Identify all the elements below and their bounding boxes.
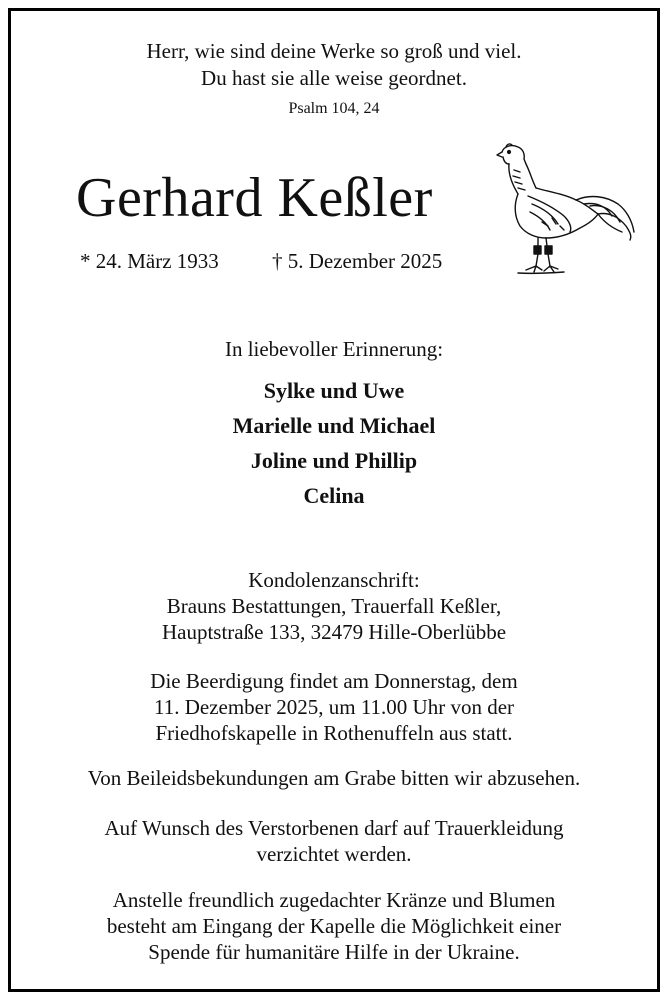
deceased-name: Gerhard Keßler bbox=[76, 167, 433, 229]
verse-line-2: Du hast sie alle weise geordnet. bbox=[201, 66, 467, 90]
verse-line-1: Herr, wie sind deine Werke so groß und viel. bbox=[146, 39, 522, 63]
attire-note bbox=[0, 815, 668, 867]
donation-line-3: Spende für humanitäre Hilfe in der Ukraine. bbox=[148, 940, 520, 964]
condolence-title: Kondolenzanschrift: bbox=[248, 568, 420, 592]
family-member: Marielle und Michael bbox=[232, 413, 436, 438]
memorial-label: In liebevoller Erinnerung: bbox=[224, 337, 444, 361]
family-member: Celina bbox=[303, 483, 365, 508]
donation-note bbox=[0, 887, 668, 965]
donation-line-1: Anstelle freundlich zugedachter Kränze und Blumen bbox=[112, 888, 556, 912]
donation-line-2: besteht am Eingang der Kapelle die Möglichkeit einer bbox=[106, 914, 562, 938]
death-date: † 5. Dezember 2025 bbox=[272, 249, 443, 273]
condolence-address bbox=[0, 567, 668, 645]
verse-reference: Psalm 104, 24 bbox=[288, 100, 380, 117]
graveside-note: Von Beileidsbekundungen am Grabe bitten wir abzusehen. bbox=[87, 766, 581, 790]
funeral-info bbox=[0, 668, 668, 746]
bible-verse bbox=[0, 38, 668, 92]
funeral-line-1: Die Beerdigung findet am Donnerstag, dem bbox=[150, 669, 518, 693]
family-list bbox=[0, 373, 668, 513]
family-member: Joline und Phillip bbox=[250, 448, 418, 473]
condolence-line-1: Brauns Bestattungen, Trauerfall Keßler, bbox=[166, 594, 502, 618]
funeral-line-2: 11. Dezember 2025, um 11.00 Uhr von der bbox=[153, 695, 515, 719]
attire-line-1: Auf Wunsch des Verstorbenen darf auf Trauerkleidung bbox=[104, 816, 564, 840]
attire-line-2: verzichtet werden. bbox=[256, 842, 412, 866]
family-member: Sylke und Uwe bbox=[263, 378, 405, 403]
funeral-line-3: Friedhofskapelle in Rothenuffeln aus statt. bbox=[155, 721, 513, 745]
rooster-icon bbox=[494, 142, 638, 276]
condolence-line-2: Hauptstraße 133, 32479 Hille-Oberlübbe bbox=[161, 620, 507, 644]
birth-date: * 24. März 1933 bbox=[80, 249, 219, 273]
